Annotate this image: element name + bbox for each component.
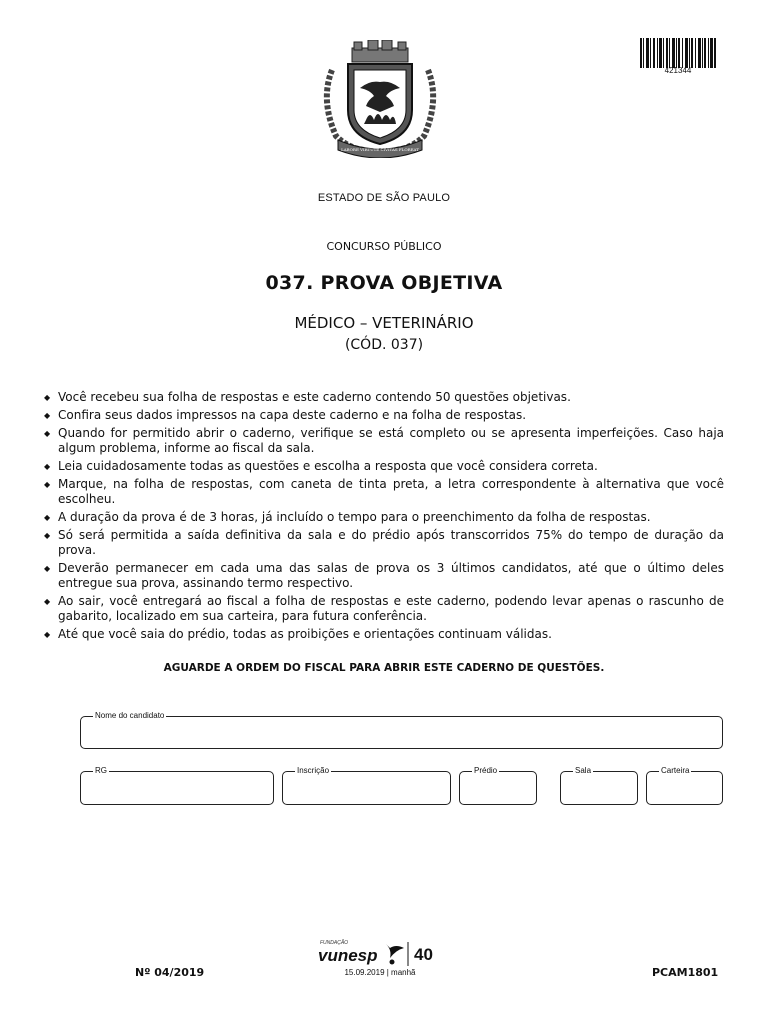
barcode-number: 421344 [664, 66, 692, 75]
sala-label: Sala [575, 766, 592, 775]
candidate-name-label: Nome do candidato [95, 711, 165, 720]
predio-label: Prédio [474, 766, 498, 775]
svg-text:FUNDAÇÃO: FUNDAÇÃO [320, 940, 349, 946]
page-title: 037. PROVA OBJETIVA [265, 272, 503, 294]
rg-label: RG [95, 766, 107, 775]
list-item: ◆ Ao sair, você entregará ao fiscal a folha de respostas e este caderno, podendo levar apenas o rascunho de gabarito, localizado em sua carteira, para futura conferência. [44, 594, 724, 624]
inscricao-field[interactable] [282, 766, 451, 805]
list-item: ◆ Marque, na folha de respostas, com caneta de tinta preta, a letra correspondente à alternativa que você escolheu. [44, 477, 724, 507]
contest-label: CONCURSO PÚBLICO [326, 240, 442, 253]
list-item: ◆ Deverão permanecer em cada uma das salas de prova os 3 últimos candidatos, até que o último deles entregue sua prova, assinando termo respectivo. [44, 561, 724, 591]
state-label: ESTADO DE SÃO PAULO [317, 192, 451, 204]
list-item: ◆ A duração da prova é de 3 horas, já incluído o tempo para o preenchimento da folha de respostas. [44, 510, 724, 525]
instructions-list [44, 390, 724, 645]
coat-of-arms-icon [318, 40, 442, 158]
list-item: ◆ Leia cuidadosamente todas as questões e escolha a resposta que você considera correta. [44, 459, 724, 474]
wait-notice: AGUARDE A ORDEM DO FISCAL PARA ABRIR ESTE CADERNO DE QUESTÕES. [163, 662, 605, 674]
predio-field[interactable] [459, 766, 537, 805]
exam-date: 15.09.2019 | manhã [344, 968, 416, 977]
carteira-field[interactable] [646, 766, 723, 805]
list-item: ◆ Quando for permitido abrir o caderno, verifique se está completo ou se apresenta imperfeições. Caso haja algum problema, informe ao fiscal da sala. [44, 426, 724, 456]
inscricao-label: Inscrição [297, 766, 330, 775]
list-item: ◆ Você recebeu sua folha de respostas e este caderno contendo 50 questões objetivas. [44, 390, 724, 405]
carteira-label: Carteira [661, 766, 690, 775]
list-item: ◆ Até que você saia do prédio, todas as proibições e orientações continuam válidas. [44, 627, 724, 642]
candidate-name-field[interactable] [80, 711, 723, 749]
svg-text:LABORE VIRTUTE CIVITAS FLOREAT: LABORE VIRTUTE CIVITAS FLOREAT [341, 147, 419, 152]
exam-number: Nº 04/2019 [135, 966, 205, 979]
list-item: ◆ Só será permitida a saída definitiva da sala e do prédio após transcorridos 75% do tempo de duração da prova. [44, 528, 724, 558]
exam-code: PCAM1801 [652, 966, 719, 979]
list-item: ◆ Confira seus dados impressos na capa deste caderno e na folha de respostas. [44, 408, 724, 423]
svg-text:vunesp: vunesp [318, 946, 378, 965]
vunesp-logo [316, 936, 456, 970]
position-title: MÉDICO – VETERINÁRIO [294, 314, 474, 332]
position-code: (CÓD. 037) [344, 337, 424, 353]
sala-field[interactable] [560, 766, 638, 805]
rg-field[interactable] [80, 766, 274, 805]
svg-text:40: 40 [414, 945, 433, 964]
